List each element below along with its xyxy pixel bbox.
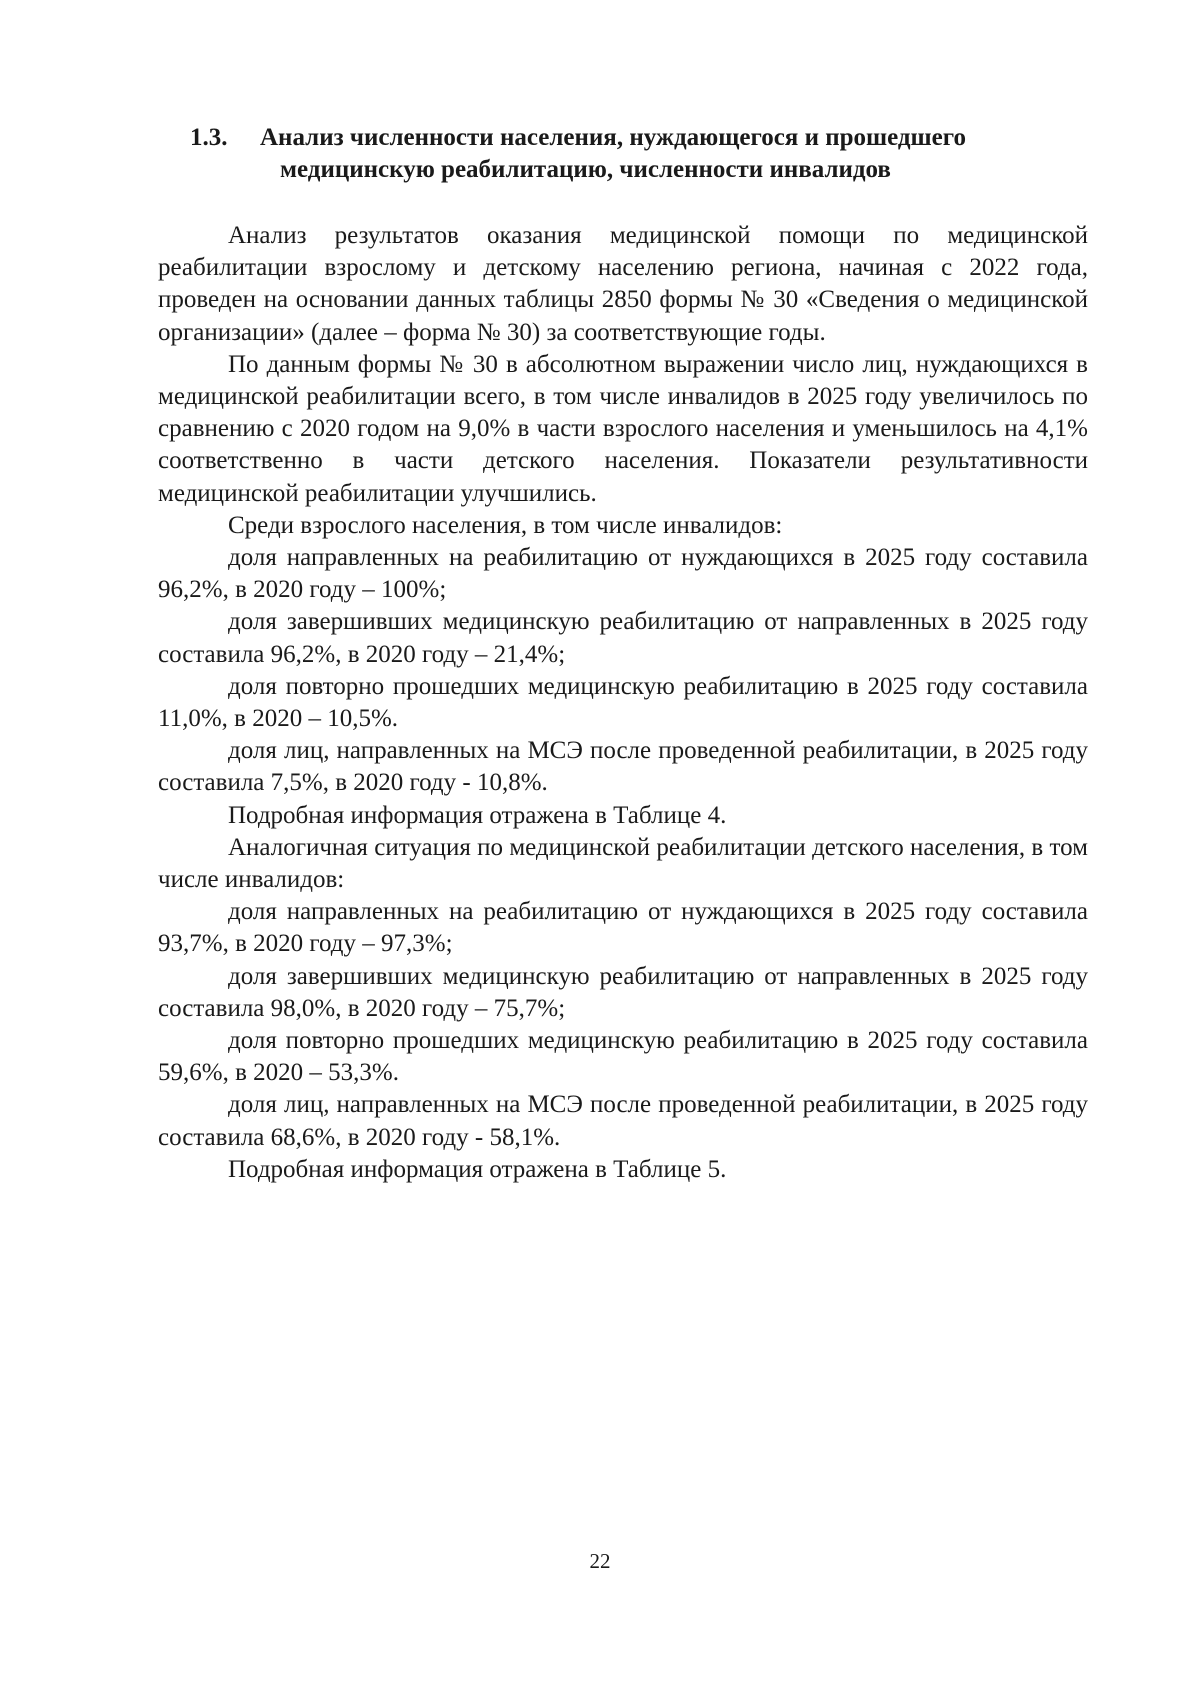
paragraph-adult-mse: доля лиц, направленных на МСЭ после проведенной реабилитации, в 2025 году составила 7,5%, в 2020 году - 10,8%. <box>158 737 1088 797</box>
paragraph-adult-completed: доля завершивших медицинскую реабилитацию от направленных в 2025 году составила 96,2%, в 2020 году – 21,4%; <box>158 608 1088 668</box>
paragraph-intro: Анализ результатов оказания медицинской помощи по медицинской реабилитации взрослому и детскому населению региона, начиная с 2022 года, проведен на основании данных таблицы 2850 формы № 30 «Сведения о медицинской организации» (далее – форма № 30) за соответствующие годы. <box>158 222 1088 346</box>
section-heading <box>190 122 1090 186</box>
paragraph-child-heading: Аналогичная ситуация по медицинской реабилитации детского населения, в том числе инвалидов: <box>158 833 1088 894</box>
page-number: 22 <box>589 1549 611 1573</box>
section-title-line-1: Анализ численности населения, нуждающегося и прошедшего <box>260 124 966 151</box>
section-title-line-2: медицинскую реабилитацию, численности инвалидов <box>280 156 891 183</box>
paragraph-table5-ref: Подробная информация отражена в Таблице 5. <box>228 1155 727 1183</box>
paragraph-table4-ref: Подробная информация отражена в Таблице 4. <box>228 801 727 829</box>
paragraph-adult-referred: доля направленных на реабилитацию от нуждающихся в 2025 году составила 96,2%, в 2020 году – 100%; <box>158 544 1088 604</box>
paragraph-adult-heading: Среди взрослого населения, в том числе инвалидов: <box>228 511 783 539</box>
paragraph-child-referred: доля направленных на реабилитацию от нуждающихся в 2025 году составила 93,7%, в 2020 году – 97,3%; <box>158 898 1088 958</box>
paragraph-child-repeated: доля повторно прошедших медицинскую реабилитацию в 2025 году составила 59,6%, в 2020 – 53,3%. <box>158 1027 1088 1087</box>
section-number: 1.3. <box>190 124 228 151</box>
paragraph-child-completed: доля завершивших медицинскую реабилитацию от направленных в 2025 году составила 98,0%, в 2020 году – 75,7%; <box>158 962 1088 1022</box>
paragraph-adult-repeated: доля повторно прошедших медицинскую реабилитацию в 2025 году составила 11,0%, в 2020 – 10,5%. <box>158 672 1088 733</box>
paragraph-form30-summary: По данным формы № 30 в абсолютном выражении число лиц, нуждающихся в медицинской реабилитации всего, в том числе инвалидов в 2025 году увеличилось по сравнению с 2020 годом на 9,0% в части взрослого населения и уменьшилось на 4,1% соответственно в части детского населения. Показатели результативности медицинской реабилитации улучшились. <box>158 350 1088 507</box>
body-text <box>158 220 1088 1186</box>
paragraph-child-mse: доля лиц, направленных на МСЭ после проведенной реабилитации, в 2025 году составила 68,6%, в 2020 году - 58,1%. <box>158 1091 1088 1151</box>
